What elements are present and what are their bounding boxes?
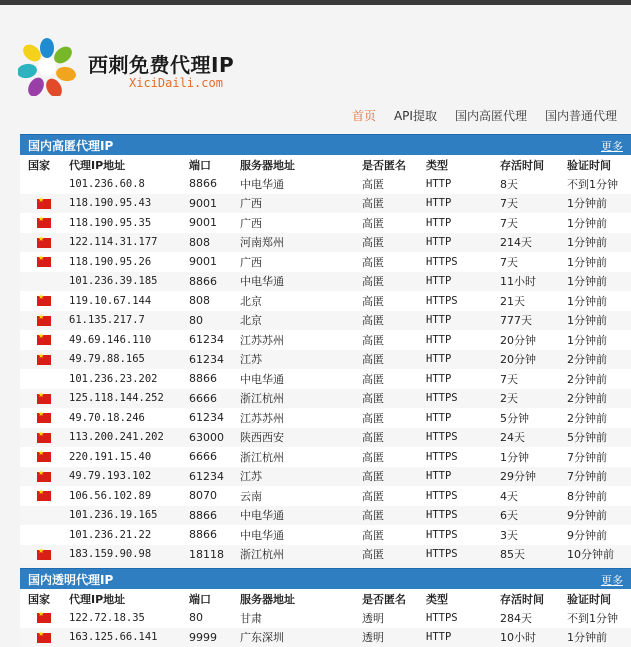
verified-time-cell: 8分钟前 <box>567 486 631 506</box>
port-cell: 80 <box>189 311 240 331</box>
alive-time-cell: 10小时 <box>500 628 567 647</box>
ip-cell: 122.72.18.35 <box>69 608 189 628</box>
china-flag-icon <box>37 199 51 209</box>
anonymity-cell: 高匿 <box>362 369 426 389</box>
port-cell: 9001 <box>189 252 240 272</box>
server-address-cell: 陕西西安 <box>240 428 362 448</box>
table-header-row <box>20 155 631 174</box>
server-address-cell: 浙江杭州 <box>240 389 362 409</box>
col-country: 国家 <box>20 589 69 608</box>
type-cell: HTTPS <box>426 447 500 467</box>
ip-cell: 106.56.102.89 <box>69 486 189 506</box>
country-cell <box>20 447 69 467</box>
china-flag-icon <box>37 218 51 228</box>
table-row <box>20 608 631 628</box>
alive-time-cell: 1分钟 <box>500 447 567 467</box>
nav-home[interactable]: 首页 <box>352 107 376 124</box>
type-cell: HTTPS <box>426 428 500 448</box>
anonymity-cell: 高匿 <box>362 506 426 526</box>
ip-cell: 118.190.95.26 <box>69 252 189 272</box>
anonymity-cell: 高匿 <box>362 291 426 311</box>
port-cell: 8070 <box>189 486 240 506</box>
table-row <box>20 213 631 233</box>
verified-time-cell: 2分钟前 <box>567 369 631 389</box>
type-cell: HTTP <box>426 213 500 233</box>
country-cell <box>20 608 69 628</box>
type-cell: HTTP <box>426 272 500 292</box>
china-flag-icon <box>37 550 51 560</box>
verified-time-cell: 1分钟前 <box>567 272 631 292</box>
nav-high-anon[interactable]: 国内高匿代理 <box>455 107 527 124</box>
anonymity-cell: 高匿 <box>362 311 426 331</box>
anonymity-cell: 高匿 <box>362 252 426 272</box>
ip-cell: 101.236.23.202 <box>69 369 189 389</box>
verified-time-cell: 1分钟前 <box>567 628 631 647</box>
col-anon: 是否匿名 <box>362 589 426 608</box>
col-country: 国家 <box>20 155 69 174</box>
table-row <box>20 272 631 292</box>
server-address-cell: 中电华通 <box>240 272 362 292</box>
anonymity-cell: 高匿 <box>362 233 426 253</box>
col-port: 端口 <box>189 589 240 608</box>
ip-cell: 118.190.95.43 <box>69 194 189 214</box>
country-cell <box>20 350 69 370</box>
port-cell: 18118 <box>189 545 240 565</box>
ip-cell: 122.114.31.177 <box>69 233 189 253</box>
china-flag-icon <box>37 613 51 623</box>
alive-time-cell: 24天 <box>500 428 567 448</box>
country-cell <box>20 194 69 214</box>
anonymity-cell: 高匿 <box>362 428 426 448</box>
col-alive: 存活时间 <box>500 589 567 608</box>
verified-time-cell: 10分钟前 <box>567 545 631 565</box>
ip-cell: 101.236.39.185 <box>69 272 189 292</box>
table-body <box>20 608 631 647</box>
port-cell: 61234 <box>189 330 240 350</box>
verified-time-cell: 9分钟前 <box>567 506 631 526</box>
verified-time-cell: 1分钟前 <box>567 311 631 331</box>
china-flag-icon <box>37 296 51 306</box>
verified-time-cell: 1分钟前 <box>567 213 631 233</box>
country-cell <box>20 389 69 409</box>
table-row <box>20 525 631 545</box>
country-cell <box>20 525 69 545</box>
table-row <box>20 369 631 389</box>
alive-time-cell: 21天 <box>500 291 567 311</box>
country-cell <box>20 291 69 311</box>
anonymity-cell: 高匿 <box>362 545 426 565</box>
col-type: 类型 <box>426 155 500 174</box>
table-row <box>20 291 631 311</box>
anonymity-cell: 高匿 <box>362 447 426 467</box>
port-cell: 9001 <box>189 194 240 214</box>
port-cell: 808 <box>189 291 240 311</box>
ip-cell: 118.190.95.35 <box>69 213 189 233</box>
ip-cell: 49.70.18.246 <box>69 408 189 428</box>
country-cell <box>20 506 69 526</box>
port-cell: 8866 <box>189 369 240 389</box>
ip-cell: 101.236.60.8 <box>69 174 189 194</box>
port-cell: 8866 <box>189 525 240 545</box>
more-link[interactable]: 更多 <box>601 138 623 154</box>
verified-time-cell: 1分钟前 <box>567 252 631 272</box>
server-address-cell: 北京 <box>240 311 362 331</box>
type-cell: HTTP <box>426 350 500 370</box>
col-ip: 代理IP地址 <box>69 155 189 174</box>
country-cell <box>20 369 69 389</box>
country-cell <box>20 628 69 647</box>
ip-cell: 61.135.217.7 <box>69 311 189 331</box>
china-flag-icon <box>37 355 51 365</box>
server-address-cell: 江苏苏州 <box>240 408 362 428</box>
server-address-cell: 中电华通 <box>240 369 362 389</box>
site-title[interactable]: 西刺免费代理IP <box>88 49 234 78</box>
port-cell: 9001 <box>189 213 240 233</box>
col-server: 服务器地址 <box>240 589 362 608</box>
server-address-cell: 中电华通 <box>240 506 362 526</box>
ip-cell: 101.236.19.165 <box>69 506 189 526</box>
anonymity-cell: 高匿 <box>362 467 426 487</box>
nav-api[interactable]: API提取 <box>394 107 437 124</box>
alive-time-cell: 5分钟 <box>500 408 567 428</box>
verified-time-cell: 2分钟前 <box>567 350 631 370</box>
server-address-cell: 广西 <box>240 252 362 272</box>
port-cell: 61234 <box>189 408 240 428</box>
col-anon: 是否匿名 <box>362 155 426 174</box>
table-row <box>20 389 631 409</box>
china-flag-icon <box>37 394 51 404</box>
verified-time-cell: 1分钟前 <box>567 291 631 311</box>
server-address-cell: 北京 <box>240 291 362 311</box>
port-cell: 6666 <box>189 447 240 467</box>
alive-time-cell: 4天 <box>500 486 567 506</box>
table-row <box>20 174 631 194</box>
anonymity-cell: 高匿 <box>362 486 426 506</box>
verified-time-cell: 1分钟前 <box>567 233 631 253</box>
verified-time-cell: 5分钟前 <box>567 428 631 448</box>
type-cell: HTTP <box>426 174 500 194</box>
site-header <box>0 5 631 132</box>
server-address-cell: 广东深圳 <box>240 628 362 647</box>
ip-cell: 49.79.193.102 <box>69 467 189 487</box>
table-header-row <box>20 589 631 608</box>
server-address-cell: 云南 <box>240 486 362 506</box>
china-flag-icon <box>37 472 51 482</box>
type-cell: HTTP <box>426 233 500 253</box>
alive-time-cell: 20分钟 <box>500 350 567 370</box>
port-cell: 8866 <box>189 174 240 194</box>
verified-time-cell: 2分钟前 <box>567 389 631 409</box>
country-cell <box>20 467 69 487</box>
anonymity-cell: 高匿 <box>362 350 426 370</box>
country-cell <box>20 486 69 506</box>
port-cell: 61234 <box>189 467 240 487</box>
alive-time-cell: 7天 <box>500 369 567 389</box>
alive-time-cell: 11小时 <box>500 272 567 292</box>
server-address-cell: 中电华通 <box>240 525 362 545</box>
type-cell: HTTPS <box>426 291 500 311</box>
alive-time-cell: 6天 <box>500 506 567 526</box>
server-address-cell: 江苏苏州 <box>240 330 362 350</box>
table-row <box>20 350 631 370</box>
anonymity-cell: 透明 <box>362 608 426 628</box>
section-header <box>20 134 631 155</box>
anonymity-cell: 高匿 <box>362 330 426 350</box>
china-flag-icon <box>37 491 51 501</box>
china-flag-icon <box>37 335 51 345</box>
anonymity-cell: 高匿 <box>362 194 426 214</box>
verified-time-cell: 9分钟前 <box>567 525 631 545</box>
site-logo-icon[interactable] <box>18 38 76 96</box>
table-row <box>20 506 631 526</box>
col-alive: 存活时间 <box>500 155 567 174</box>
server-address-cell: 广西 <box>240 194 362 214</box>
server-address-cell: 浙江杭州 <box>240 545 362 565</box>
col-port: 端口 <box>189 155 240 174</box>
alive-time-cell: 214天 <box>500 233 567 253</box>
alive-time-cell: 29分钟 <box>500 467 567 487</box>
verified-time-cell: 7分钟前 <box>567 467 631 487</box>
china-flag-icon <box>37 238 51 248</box>
country-cell <box>20 272 69 292</box>
port-cell: 6666 <box>189 389 240 409</box>
alive-time-cell: 7天 <box>500 252 567 272</box>
type-cell: HTTPS <box>426 252 500 272</box>
type-cell: HTTP <box>426 628 500 647</box>
section-title: 国内透明代理IP <box>28 571 113 588</box>
ip-cell: 183.159.90.98 <box>69 545 189 565</box>
col-server: 服务器地址 <box>240 155 362 174</box>
china-flag-icon <box>37 257 51 267</box>
type-cell: HTTPS <box>426 486 500 506</box>
more-link[interactable]: 更多 <box>601 572 623 588</box>
type-cell: HTTP <box>426 369 500 389</box>
table-row <box>20 330 631 350</box>
china-flag-icon <box>37 413 51 423</box>
type-cell: HTTPS <box>426 506 500 526</box>
country-cell <box>20 545 69 565</box>
ip-cell: 125.118.144.252 <box>69 389 189 409</box>
verified-time-cell: 1分钟前 <box>567 194 631 214</box>
country-cell <box>20 428 69 448</box>
server-address-cell: 河南郑州 <box>240 233 362 253</box>
verified-time-cell: 不到1分钟 <box>567 174 631 194</box>
anonymity-cell: 高匿 <box>362 272 426 292</box>
table-row <box>20 467 631 487</box>
alive-time-cell: 3天 <box>500 525 567 545</box>
anonymity-cell: 高匿 <box>362 213 426 233</box>
port-cell: 63000 <box>189 428 240 448</box>
china-flag-icon <box>37 452 51 462</box>
table-row <box>20 545 631 565</box>
country-cell <box>20 252 69 272</box>
alive-time-cell: 777天 <box>500 311 567 331</box>
table-row <box>20 486 631 506</box>
anonymity-cell: 高匿 <box>362 389 426 409</box>
table-row <box>20 447 631 467</box>
table-row <box>20 233 631 253</box>
table-row <box>20 194 631 214</box>
type-cell: HTTPS <box>426 608 500 628</box>
anonymity-cell: 高匿 <box>362 525 426 545</box>
china-flag-icon <box>37 633 51 643</box>
verified-time-cell: 1分钟前 <box>567 330 631 350</box>
main-nav <box>352 107 617 124</box>
ip-cell: 101.236.21.22 <box>69 525 189 545</box>
country-cell <box>20 174 69 194</box>
col-ip: 代理IP地址 <box>69 589 189 608</box>
china-flag-icon <box>37 316 51 326</box>
section-title: 国内高匿代理IP <box>28 137 113 154</box>
col-verified: 验证时间 <box>567 589 631 608</box>
ip-cell: 119.10.67.144 <box>69 291 189 311</box>
server-address-cell: 广西 <box>240 213 362 233</box>
table-row <box>20 428 631 448</box>
alive-time-cell: 8天 <box>500 174 567 194</box>
verified-time-cell: 7分钟前 <box>567 447 631 467</box>
site-subtitle[interactable]: XiciDaili.com <box>129 76 223 90</box>
section-transparent <box>20 568 631 647</box>
ip-cell: 163.125.66.141 <box>69 628 189 647</box>
country-cell <box>20 311 69 331</box>
server-address-cell: 甘肃 <box>240 608 362 628</box>
verified-time-cell: 2分钟前 <box>567 408 631 428</box>
proxy-table <box>20 589 631 647</box>
type-cell: HTTPS <box>426 525 500 545</box>
port-cell: 9999 <box>189 628 240 647</box>
ip-cell: 49.69.146.110 <box>69 330 189 350</box>
table-row <box>20 408 631 428</box>
verified-time-cell: 不到1分钟 <box>567 608 631 628</box>
alive-time-cell: 7天 <box>500 194 567 214</box>
china-flag-icon <box>37 433 51 443</box>
server-address-cell: 中电华通 <box>240 174 362 194</box>
proxy-table <box>20 155 631 564</box>
table-row <box>20 311 631 331</box>
server-address-cell: 江苏 <box>240 350 362 370</box>
country-cell <box>20 330 69 350</box>
alive-time-cell: 7天 <box>500 213 567 233</box>
type-cell: HTTP <box>426 311 500 331</box>
anonymity-cell: 高匿 <box>362 174 426 194</box>
port-cell: 808 <box>189 233 240 253</box>
country-cell <box>20 213 69 233</box>
alive-time-cell: 85天 <box>500 545 567 565</box>
nav-normal[interactable]: 国内普通代理 <box>545 107 617 124</box>
type-cell: HTTP <box>426 330 500 350</box>
server-address-cell: 浙江杭州 <box>240 447 362 467</box>
port-cell: 8866 <box>189 506 240 526</box>
server-address-cell: 江苏 <box>240 467 362 487</box>
port-cell: 80 <box>189 608 240 628</box>
alive-time-cell: 2天 <box>500 389 567 409</box>
anonymity-cell: 透明 <box>362 628 426 647</box>
type-cell: HTTP <box>426 467 500 487</box>
ip-cell: 220.191.15.40 <box>69 447 189 467</box>
col-verified: 验证时间 <box>567 155 631 174</box>
ip-cell: 49.79.88.165 <box>69 350 189 370</box>
type-cell: HTTPS <box>426 389 500 409</box>
type-cell: HTTPS <box>426 545 500 565</box>
section-header <box>20 568 631 589</box>
type-cell: HTTP <box>426 408 500 428</box>
port-cell: 8866 <box>189 272 240 292</box>
port-cell: 61234 <box>189 350 240 370</box>
table-body <box>20 174 631 564</box>
section-high-anon <box>20 134 631 564</box>
type-cell: HTTP <box>426 194 500 214</box>
ip-cell: 113.200.241.202 <box>69 428 189 448</box>
table-row <box>20 628 631 647</box>
country-cell <box>20 408 69 428</box>
table-row <box>20 252 631 272</box>
alive-time-cell: 20分钟 <box>500 330 567 350</box>
anonymity-cell: 高匿 <box>362 408 426 428</box>
alive-time-cell: 284天 <box>500 608 567 628</box>
col-type: 类型 <box>426 589 500 608</box>
country-cell <box>20 233 69 253</box>
